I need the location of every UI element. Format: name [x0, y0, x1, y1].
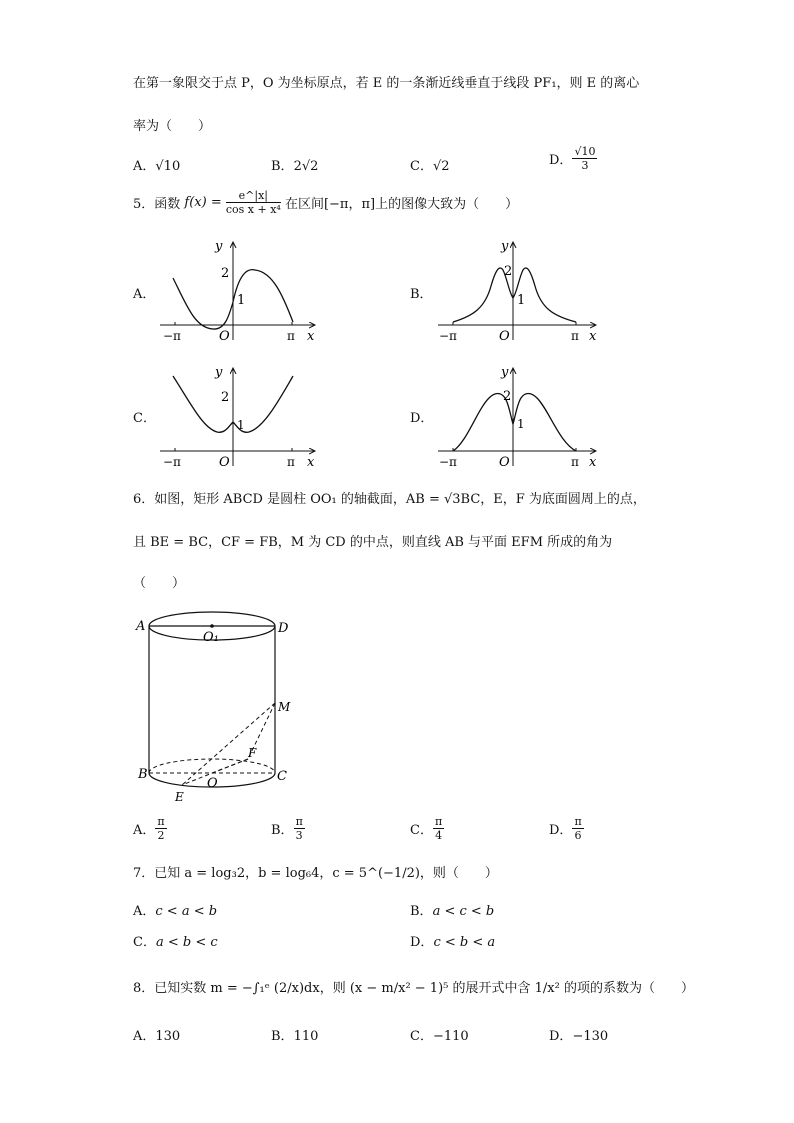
q4-option-a[interactable]: A．√10	[133, 159, 181, 174]
q5-option-d[interactable]: D．	[410, 411, 434, 426]
q6-stem-line1: 6．如图，矩形 ABCD 是圆柱 OO₁ 的轴截面，AB = √3BC，E，F 为底面圆周上的点，	[133, 492, 646, 507]
svg-text:y: y	[501, 239, 509, 254]
q7-option-d[interactable]: D．c < b < a	[410, 935, 496, 950]
svg-text:y: y	[215, 365, 223, 380]
tick-1: 1	[237, 293, 246, 308]
q5-graph-d	[433, 362, 603, 472]
svg-text:−π: −π	[439, 329, 457, 343]
origin-label: O	[219, 329, 230, 344]
svg-text:x: x	[589, 455, 597, 470]
q5-option-c[interactable]: C．	[133, 411, 156, 426]
svg-text:x: x	[589, 329, 597, 344]
q5-graph-a	[155, 236, 325, 346]
tick-pi: π	[287, 329, 295, 343]
svg-text:2: 2	[504, 264, 513, 279]
q8-option-a[interactable]: A．130	[133, 1029, 181, 1044]
svg-text:−π: −π	[439, 455, 457, 469]
point-m-label: M	[278, 700, 291, 714]
point-e-label: E	[175, 790, 184, 804]
q7-option-b[interactable]: B．a < c < b	[410, 904, 495, 919]
tick-neg-pi: −π	[163, 329, 181, 343]
svg-text:π: π	[571, 455, 579, 469]
point-b-label: B	[138, 767, 148, 782]
q6-option-c[interactable]: C． $\frac{\pi}{4}$	[410, 815, 443, 842]
q4-option-c[interactable]: C．√2	[410, 159, 450, 174]
svg-text:1: 1	[237, 418, 245, 432]
q4-stem-line2: 率为（ ）	[133, 119, 212, 134]
q6-option-d[interactable]: D． $\frac{\pi}{6}$	[549, 815, 582, 842]
q7-option-a[interactable]: A．c < a < b	[133, 904, 218, 919]
q5-stem: 5．函数 f(x) = $\frac{e\^{}|x|}{\text{cos x + x⁴}}$ 在区间[−π，π]上的图像大致为（ ）	[133, 189, 519, 216]
q7-stem: 7．已知 a = log₃2，b = log₆4，c = 5^(−1/2)，则（ ）	[133, 866, 498, 881]
point-a-label: A	[136, 619, 146, 634]
q5-option-a[interactable]: A．	[133, 287, 156, 302]
q4-option-b[interactable]: B．2√2	[271, 159, 319, 174]
svg-text:1: 1	[517, 293, 526, 308]
axis-x-label: x	[307, 329, 315, 344]
q5-graph-c	[155, 362, 325, 472]
svg-text:π: π	[287, 455, 295, 469]
q8-option-d[interactable]: D．−130	[549, 1029, 609, 1044]
q7-option-c[interactable]: C．a < b < c	[133, 935, 218, 950]
svg-text:O: O	[219, 455, 230, 470]
svg-text:2: 2	[503, 389, 512, 404]
svg-text:x: x	[307, 455, 315, 470]
point-o-label: O	[207, 776, 218, 791]
point-f-label: F	[248, 746, 257, 760]
q8-option-c[interactable]: C．−110	[410, 1029, 469, 1044]
q6-option-a[interactable]: A． $\frac{\pi}{2}$	[133, 815, 165, 842]
q6-option-b[interactable]: B． $\frac{\pi}{3}$	[271, 815, 303, 842]
tick-2: 2	[221, 266, 230, 281]
q5-graph-b	[433, 236, 603, 346]
q8-stem: 8．已知实数 m = −∫₁ᵉ (2/x)dx，则 (x − m/x² − 1)⁵ 的展开式中含 1/x² 的项的系数为（ ）	[133, 981, 694, 996]
q4-option-d[interactable]: D． $\frac{√10}{3}$	[549, 145, 596, 172]
q6-stem-line3: （ ）	[133, 576, 186, 591]
q4-stem-line1: 在第一象限交于点 P，O 为坐标原点，若 E 的一条渐近线垂直于线段 PF₁，则 E 的离心	[133, 76, 640, 91]
svg-text:y: y	[501, 365, 509, 380]
q6-cylinder-figure	[130, 605, 310, 810]
q8-option-b[interactable]: B．110	[271, 1029, 319, 1044]
point-d-label: D	[278, 621, 289, 636]
svg-text:1: 1	[517, 417, 525, 431]
q6-stem-line2: 且 BE = BC，CF = FB，M 为 CD 的中点，则直线 AB 与平面 EFM 所成的角为	[133, 535, 613, 550]
point-c-label: C	[277, 769, 287, 784]
axis-y-label: y	[215, 239, 223, 254]
q5-option-b[interactable]: B．	[410, 287, 433, 302]
point-o1-label: O₁	[203, 630, 219, 645]
svg-text:2: 2	[221, 390, 230, 405]
svg-text:O: O	[499, 329, 510, 344]
svg-text:O: O	[499, 455, 510, 470]
svg-text:−π: −π	[163, 455, 181, 469]
svg-text:π: π	[571, 329, 579, 343]
